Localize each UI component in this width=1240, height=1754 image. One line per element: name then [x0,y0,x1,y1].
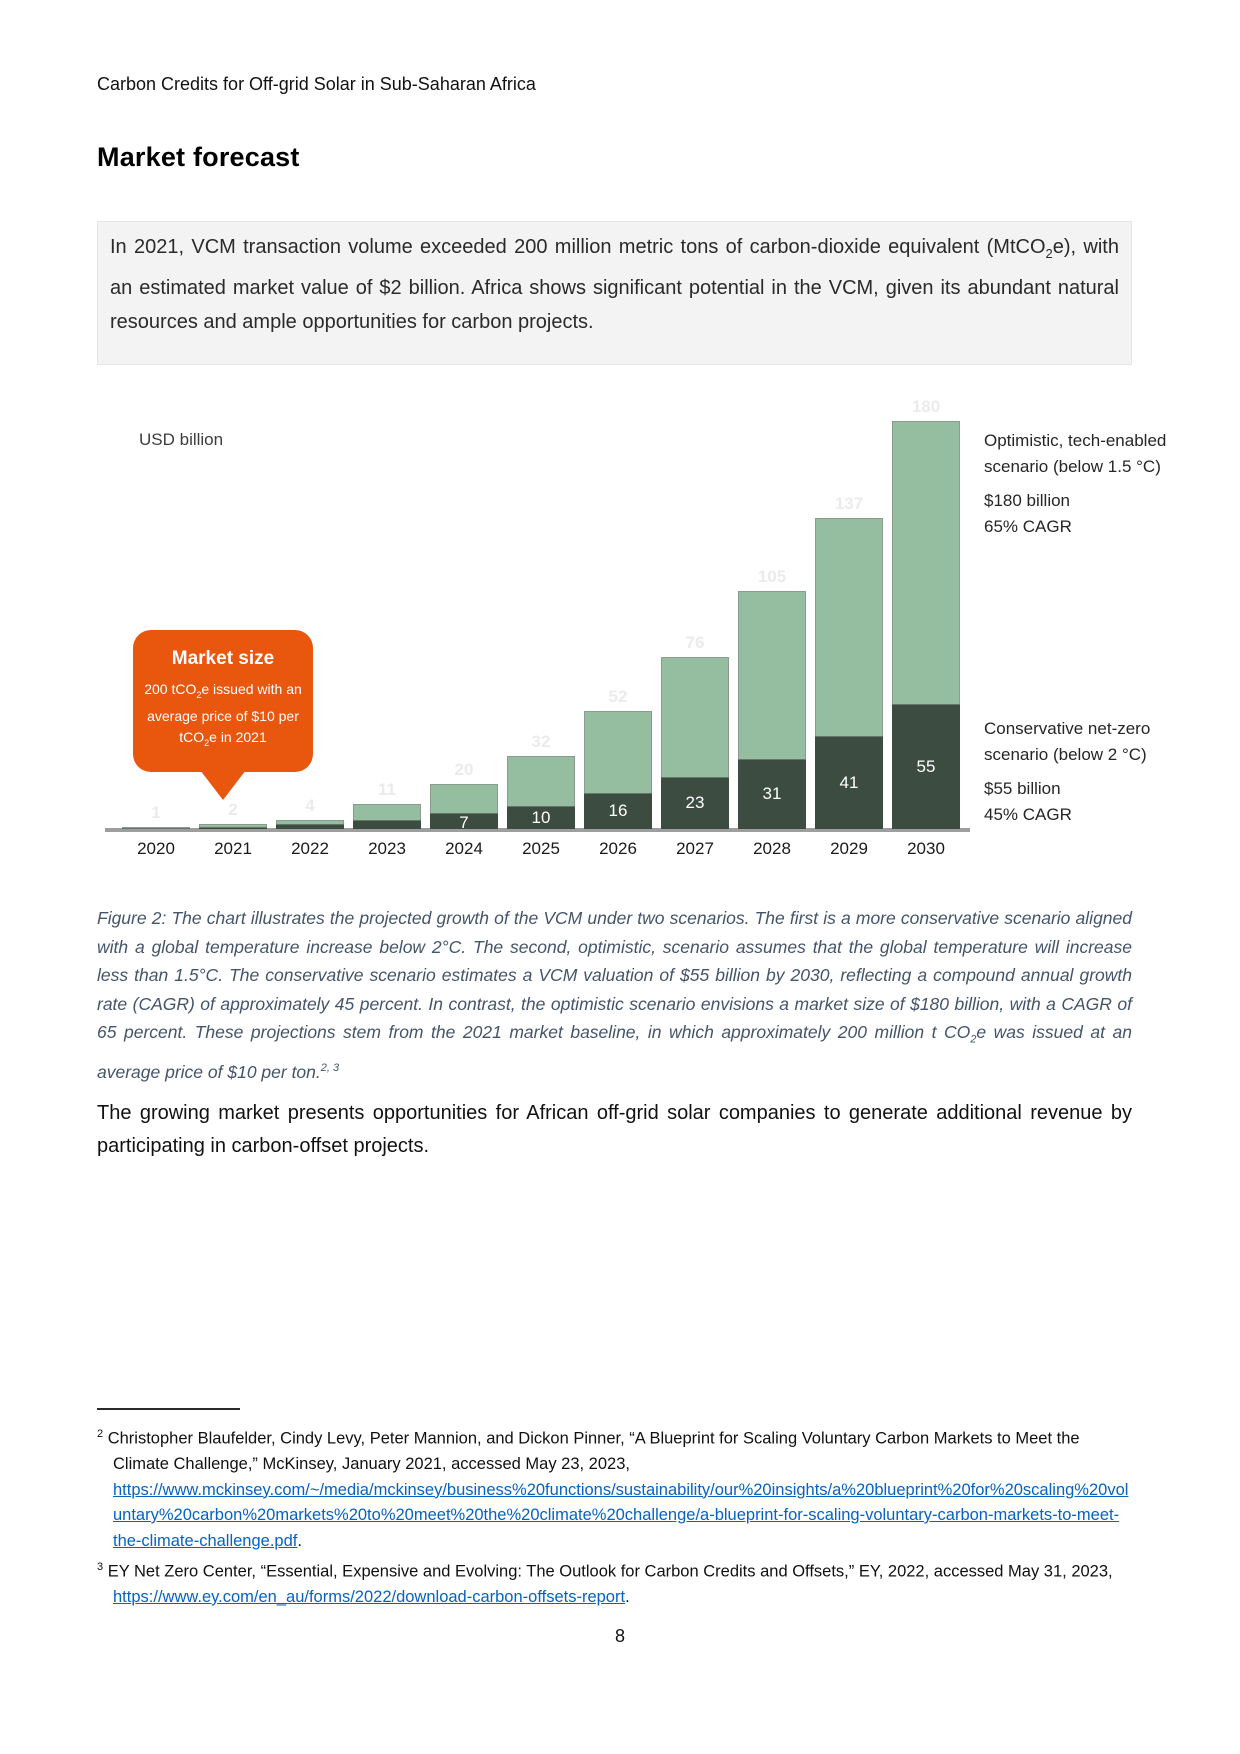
footnote-2-text: Christopher Blaufelder, Cindy Levy, Peter Mannion, and Dickon Pinner, “A Blueprint for Scaling Voluntary Carbon Markets to Meet the Climate Challenge,” McKinsey, January 2021, accessed May 23, 2023, [107,1429,1080,1473]
axis-label-2021: 2021 [214,839,252,858]
caption-text-1: Figure 2: The chart illustrates the projected growth of the VCM under two scenarios. The first is a more conservative scenario aligned with a global temperature increase below 2°C. The second, optimistic, scenario assumes that the global temperature will increase less than 1.5°C. The conservative scenario estimates a VCM valuation of $55 billion by 2030, reflecting a compound annual growth rate (CAGR) of approximately 45 percent. In contrast, the optimistic scenario envisions a market size of $180 billion, with a CAGR of 65 percent. These projections stem from the 2021 market baseline, in which approximately 200 million t CO [97,908,1132,1042]
label-2022-optimistic-total: 4 [305,795,315,815]
intro-text-2: e), with an estimated market value of $2 billion. Africa shows significant potential in the VCM, given its abundant natural resources and ample opportunities for carbon projects. [110,236,1119,333]
intro-subscript: 2 [1045,246,1053,261]
legend-optimistic [984,428,1214,540]
bar-2020-conservative [122,828,190,829]
bar-2021-conservative [199,827,267,829]
label-2029-conservative: 41 [839,772,859,792]
axis-label-2024: 2024 [445,839,483,858]
callout-pointer [200,770,246,800]
chart-unit-label: USD billion [139,430,224,449]
footnote-3 [97,1555,1132,1611]
footnote-2-period: . [297,1531,302,1550]
page-number: 8 [614,1626,625,1646]
axis-label-2027: 2027 [676,839,714,858]
legend-conservative-value: $55 billion [984,779,1061,798]
caption-text-2: e was issued at an average price of $10 per ton. [97,1022,1132,1082]
label-2027-optimistic-total: 76 [685,632,705,652]
footnote-separator [97,1408,240,1410]
callout-subscript-2: 2 [204,737,210,748]
label-2025-optimistic-total: 32 [531,732,551,752]
footnote-3-marker: 3 [97,1561,104,1573]
page-title: Market forecast [97,142,300,172]
footnote-3-link[interactable]: https://www.ey.com/en_au/forms/2022/download-carbon-offsets-report [113,1588,626,1606]
legend-optimistic-value: $180 billion [984,491,1071,510]
bar-2022-conservative [276,824,344,829]
axis-label-2028: 2028 [753,839,791,858]
label-2027-conservative: 23 [685,792,705,812]
label-2021-optimistic-total: 2 [228,800,238,820]
running-header: Carbon Credits for Off-grid Solar in Sub-Saharan Africa [97,74,536,94]
label-2020-optimistic-total: 1 [151,802,161,822]
legend-optimistic-line1: Optimistic, tech-enabled [984,431,1167,450]
caption-subscript: 2 [970,1033,977,1046]
axis-label-2022: 2022 [291,839,329,858]
label-2024-optimistic-total: 20 [454,759,474,779]
legend-conservative-line1: Conservative net-zero [984,719,1151,738]
callout-text-2: e issued with an average price of $10 per tCO [147,681,302,745]
intro-text-1: In 2021, VCM transaction volume exceeded 200 million metric tons of carbon-dioxide equivalent (MtCO [110,236,1046,258]
callout-text-3: e in 2021 [209,728,267,745]
label-2023-optimistic-total: 11 [378,780,396,800]
legend-optimistic-line2: scenario (below 1.5 °C) [984,457,1161,476]
label-2024-conservative: 7 [459,813,469,833]
axis-label-2026: 2026 [599,839,637,858]
label-2028-optimistic-total: 105 [757,567,787,586]
bar-2023-conservative [353,820,421,829]
footnote-2 [97,1422,1132,1554]
callout-text-1: 200 tCO [144,681,197,697]
label-2029-optimistic-total: 137 [834,494,864,514]
label-2025-conservative: 10 [531,807,551,827]
axis-label-2029: 2029 [830,839,868,858]
label-2030-conservative: 55 [916,756,936,776]
axis-label-2023: 2023 [368,839,406,858]
footnotes [97,1422,1132,1612]
axis-label-2020: 2020 [137,839,175,858]
caption-footnote-refs: 2, 3 [320,1062,340,1074]
market-size-callout [133,630,313,772]
axis-label-2025: 2025 [522,839,560,858]
label-2026-conservative: 16 [608,800,628,820]
footnote-2-marker: 2 [97,1428,104,1440]
figure-caption [97,904,1132,1086]
footnote-3-text: EY Net Zero Center, “Essential, Expensive and Evolving: The Outlook for Carbon Credits and Offsets,” EY, 2022, accessed May 31, 2023, [107,1562,1113,1581]
legend-conservative-cagr: 45% CAGR [984,805,1072,824]
callout-subscript-1: 2 [196,689,202,700]
label-2030-optimistic-total: 180 [911,397,941,416]
legend-conservative-line2: scenario (below 2 °C) [984,745,1147,764]
body-paragraph: The growing market presents opportunities for African off-grid solar companies to generate additional revenue by participating in carbon-offset projects. [97,1102,1132,1157]
legend-optimistic-cagr: 65% CAGR [984,517,1072,536]
label-2026-optimistic-total: 52 [608,687,628,707]
footnote-3-period: . [625,1588,630,1606]
footnote-2-link[interactable]: https://www.mckinsey.com/~/media/mckinsey/business%20functions/sustainability/our%20insights/a%20blueprint%20for%20scaling%20voluntary%20carbon%20markets%20to%20meet%20the%20climate%20challenge/a-blueprint-for-scaling-voluntary-carbon-markets-to-meet-the-climate-challenge.pdf [113,1480,1129,1550]
axis-label-2030: 2030 [907,839,945,858]
callout-title: Market size [171,648,275,669]
legend-conservative [984,716,1214,828]
label-2028-conservative: 31 [762,783,782,803]
callout-body [133,679,313,754]
